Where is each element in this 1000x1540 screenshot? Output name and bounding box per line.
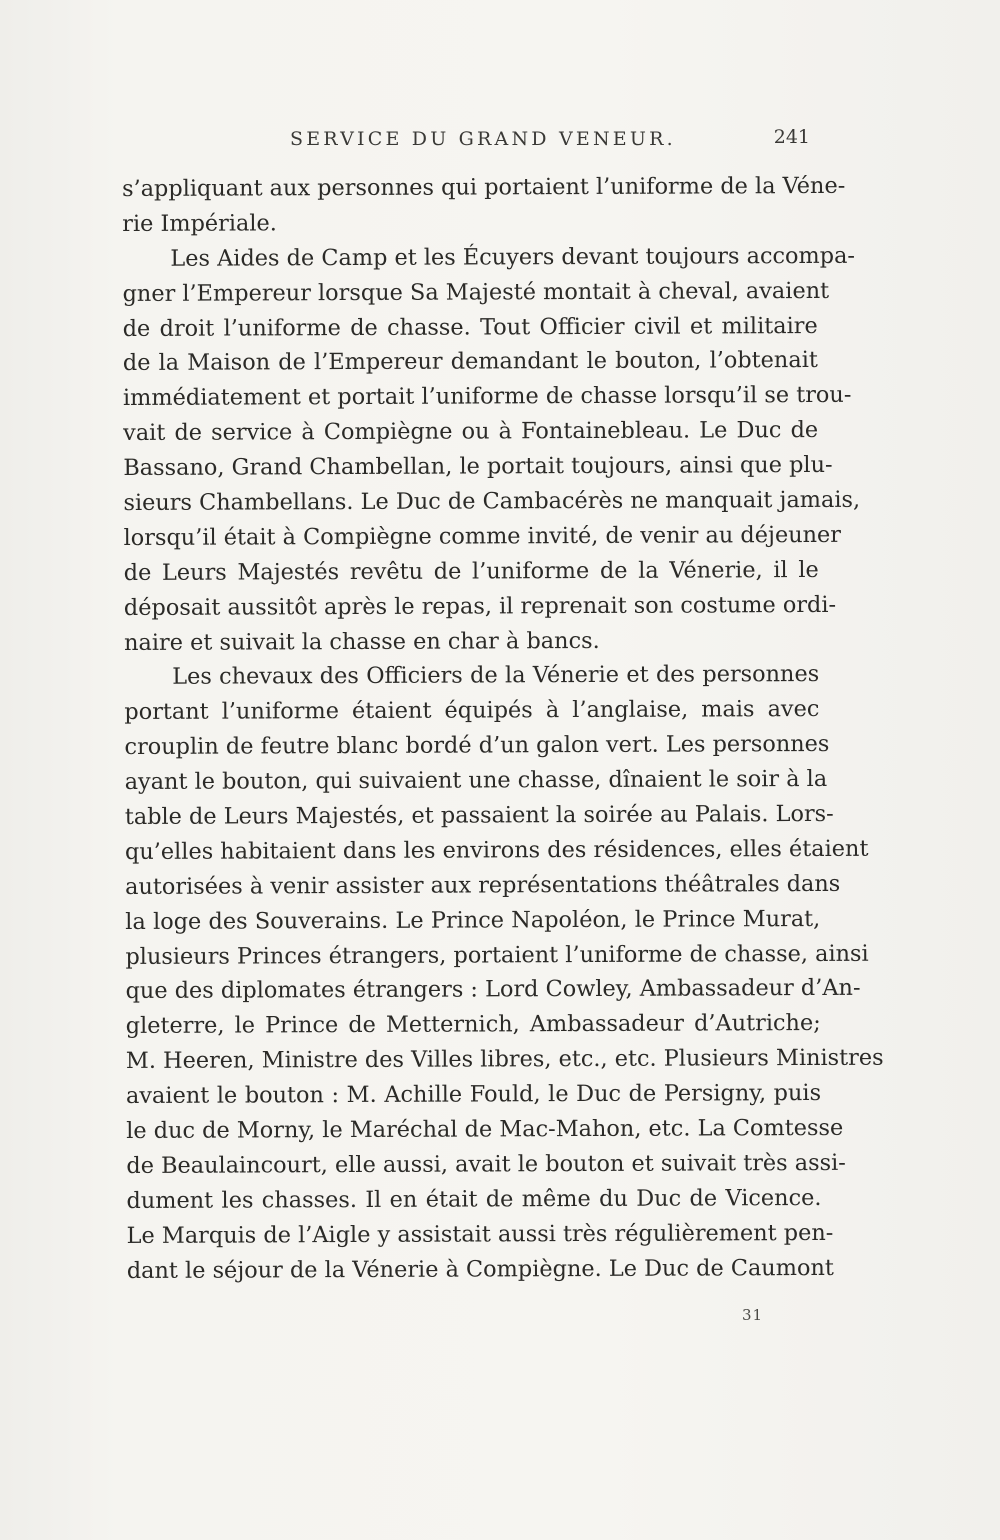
text-line: qu’elles habitaient dans les environs des résidences, elles étaient [124,835,869,865]
text-line: gner l’Empereur lorsque Sa Majesté montait à cheval, avaient [122,277,830,307]
text-line: Les chevaux des Officiers de la Vénerie et des personnes [172,661,820,691]
text-line: Les Aides de Camp et les Écuyers devant toujours accompa- [170,242,856,272]
text-line: dant le séjour de la Vénerie à Compiègne. Le Duc de Caumont [126,1254,834,1284]
text-line: plusieurs Princes étrangers, portaient l’uniforme de chasse, ainsi [125,940,869,970]
text-line: que des diplomates étrangers : Lord Cowley, Ambassadeur d’An- [125,975,861,1005]
text-line: sieurs Chambellans. Le Duc de Cambacérès ne manquait jamais, [123,486,861,517]
text-line: lorsqu’il était à Compiègne comme invité, de venir au déjeuner [123,521,842,551]
text-line: de droit l’uniforme de chasse. Tout Officier civil et militaire [122,312,818,342]
text-line: la loge des Souverains. Le Prince Napoléon, le Prince Murat, [125,905,821,935]
text-line: crouplin de feutre blanc bordé d’un galon vert. Les personnes [124,731,830,761]
text-line: rie Impériale. [122,210,277,237]
text-line: table de Leurs Majestés, et passaient la soirée au Palais. Lors- [124,800,834,831]
text-line: vait de service à Compiègne ou à Fontainebleau. Le Duc de [123,417,819,447]
text-line: portant l’uniforme étaient équipés à l’anglaise, mais avec [124,696,820,726]
text-line: s’appliquant aux personnes qui portaient l’uniforme de la Véne- [122,172,846,202]
text-line: Le Marquis de l’Aigle y assistait aussi très régulièrement pen- [126,1219,834,1249]
text-line: de Beaulaincourt, elle aussi, avait le bouton et suivait très assi- [126,1149,846,1179]
text-line: M. Heeren, Ministre des Villes libres, etc., etc. Plusieurs Ministres [125,1044,884,1075]
text-line: déposait aussitôt après le repas, il reprenait son costume ordi- [123,591,837,621]
text-line: ayant le bouton, qui suivaient une chasse, dînaient le soir à la [124,766,828,796]
text-line: naire et suivait la chasse en char à bancs. [123,627,600,656]
text-line: de Leurs Majestés revêtu de l’uniforme de la Vénerie, il le [123,556,819,586]
text-line: dument les chasses. Il en était de même du Duc de Vicence. [126,1184,822,1214]
signature-mark: 31 [742,1306,764,1324]
page-number: 241 [773,126,810,148]
text-line: avaient le bouton : M. Achille Fould, le Duc de Persigny, puis [125,1080,822,1110]
running-title: SERVICE DU GRAND VENEUR. [290,128,676,150]
text-line: immédiatement et portait l’uniforme de chasse lorsqu’il se trou- [122,382,852,412]
text-line: gleterre, le Prince de Metternich, Ambassadeur d’Autriche; [125,1010,821,1040]
text-line: le duc de Morny, le Maréchal de Mac-Mahon, etc. La Comtesse [126,1114,844,1145]
text-line: Bassano, Grand Chambellan, le portait toujours, ainsi que plu- [123,452,833,482]
text-line: de la Maison de l’Empereur demandant le bouton, l’obtenait [122,347,818,377]
body-text [122,169,884,1289]
running-head [120,128,820,158]
text-line: autorisées à venir assister aux représentations théâtrales dans [125,870,841,900]
